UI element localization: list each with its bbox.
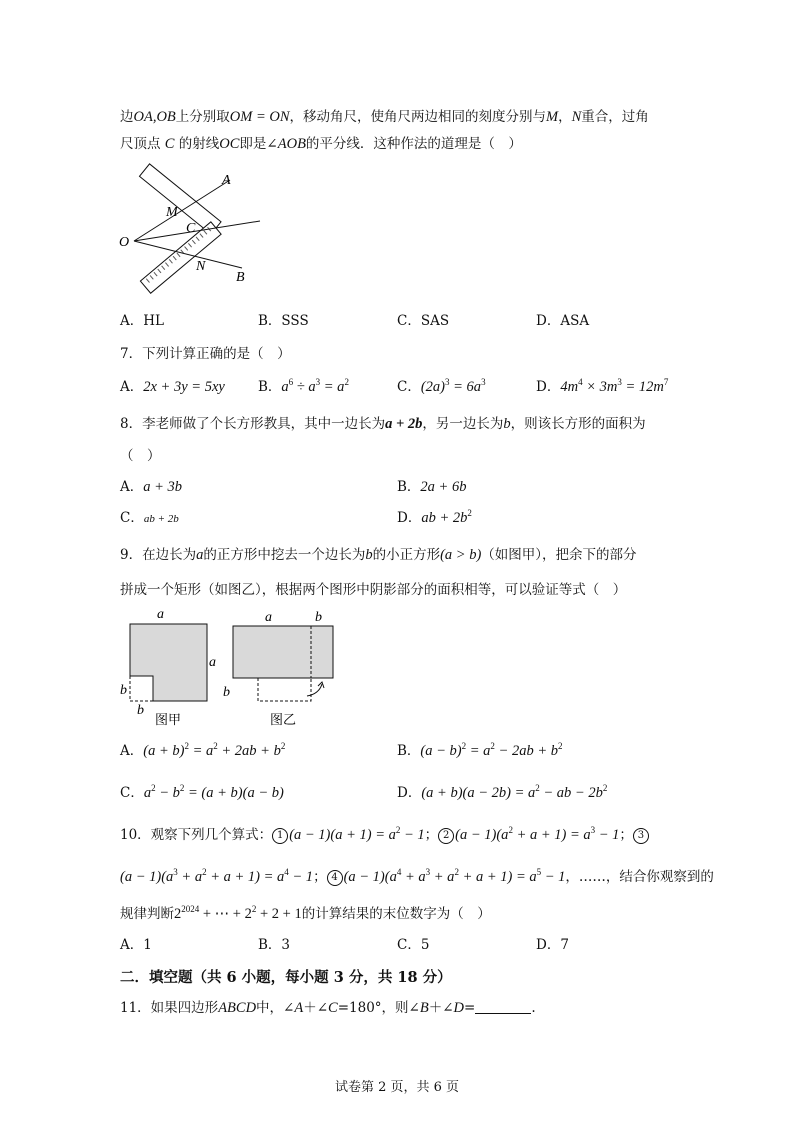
q8-option-a-math: a + 3b xyxy=(143,479,183,495)
q10-stem-line3 xyxy=(120,904,491,924)
q6-label-b: B xyxy=(236,270,245,285)
q6-math-oaob: OA,OB xyxy=(133,109,176,125)
q11-math-c: C xyxy=(328,1000,338,1016)
q6-text: 的平分线．这种作法的道理是（ ） xyxy=(305,136,522,152)
q10-sep: ； xyxy=(619,827,633,843)
q9-option-c-label: C． xyxy=(120,785,144,801)
q7-option-d-math: $4m^4 \times 3m^3 = 12m^7$ xyxy=(560,377,669,395)
q11-text: . xyxy=(531,1000,536,1016)
q6-option-a[interactable]: A．HL xyxy=(120,313,164,329)
q10-text: 10．观察下列几个算式： xyxy=(120,827,273,843)
q9-math-a: a xyxy=(196,547,204,563)
q6-math-oc: OC xyxy=(219,136,240,152)
q11-text: =180°，则∠ xyxy=(337,1000,420,1016)
q6-option-b[interactable]: B．SSS xyxy=(258,313,309,329)
q11-text: 11．如果四边形 xyxy=(120,1000,219,1016)
q6-text: 边 xyxy=(120,109,134,125)
q9-option-d-label: D． xyxy=(397,785,422,801)
q10-option-d[interactable]: D．7 xyxy=(536,937,569,953)
q10-formula-3: $(a - 1)(a^3 + a^2 + a + 1) = a^4 - 1$ xyxy=(120,867,314,885)
q9-figure xyxy=(115,604,355,732)
q11-text: ＋∠ xyxy=(303,1000,329,1016)
q10-option-a[interactable]: A．1 xyxy=(120,937,152,953)
q8-stem-line2: （ ） xyxy=(120,448,161,464)
q6-text: 尺顶点 xyxy=(120,136,161,152)
q6-label-n: N xyxy=(196,259,206,274)
q9-option-b-label: B． xyxy=(397,743,421,759)
q10-stem-line1 xyxy=(120,825,650,845)
q9-fig1-label-b-left: b xyxy=(120,683,127,698)
q9-fig1-label-a-top: a xyxy=(157,607,164,622)
q10-stem-line2 xyxy=(120,867,714,887)
q7-stem: 7．下列计算正确的是（ ） xyxy=(120,346,291,362)
q10-sep: ； xyxy=(424,827,439,843)
q10-formula-1: $(a - 1)(a + 1) = a^2 - 1$ xyxy=(289,825,425,843)
q9-fig1-caption: 图甲 xyxy=(155,712,182,727)
q9-option-d-math: $(a + b)(a - 2b) = a^2$ − ab − $2b^2$ xyxy=(421,783,608,801)
q9-math-b: b xyxy=(365,547,373,563)
q9-option-a-label: A． xyxy=(120,743,144,759)
q10-circled-1: 1 xyxy=(272,828,288,844)
q8-option-b-math: 2a + 6b xyxy=(420,479,467,495)
q9-fig1-label-a-right: a xyxy=(209,655,216,670)
q11-text: 中，∠ xyxy=(256,1000,295,1016)
q10-sep: ； xyxy=(313,869,327,885)
q6-stem-line1 xyxy=(120,107,649,127)
q9-text: 9．在边长为 xyxy=(120,547,197,563)
q7-option-c-math: $(2a)^3 = 6a^3$ xyxy=(420,377,486,395)
q11-math-d: D xyxy=(453,1000,464,1016)
q6-label-o: O xyxy=(119,235,130,250)
q11-math-a: A xyxy=(294,1000,304,1016)
q9-text: （如图甲），把余下的部分 xyxy=(481,547,637,563)
q7-option-b[interactable] xyxy=(258,377,349,397)
q6-option-d[interactable]: D．ASA xyxy=(536,313,590,329)
q6-math-c: C xyxy=(164,136,175,152)
q8-option-c-math: ab + 2b xyxy=(143,513,179,525)
q9-fig2-label-a: a xyxy=(265,610,272,625)
q7-option-d[interactable] xyxy=(536,377,668,397)
q10-text: ，……，结合你观察到的 xyxy=(565,869,714,885)
q8-stem-line1 xyxy=(120,414,646,434)
q8-option-c-label: C． xyxy=(120,510,144,526)
page-footer: 试卷第 2 页，共 6 页 xyxy=(334,1080,460,1095)
q9-stem-line1 xyxy=(120,545,637,565)
q7-option-a-label: A． xyxy=(120,379,144,395)
q8-text: 8．李老师做了个长方形教具，其中一边长为 xyxy=(120,416,386,432)
q6-text: 重合，过角 xyxy=(581,109,649,125)
q6-stem-line2 xyxy=(120,134,522,154)
q10-option-c[interactable]: C．5 xyxy=(397,937,430,953)
q9-option-d[interactable] xyxy=(397,783,607,803)
q10-formula-4: $(a - 1)(a^4 + a^3 + a^2 + a + 1) = a^5 - 1$ xyxy=(343,867,566,885)
q10-text: 规律判断 xyxy=(120,906,174,922)
q9-option-c[interactable] xyxy=(120,783,284,803)
q6-math-om-on: OM = ON xyxy=(229,109,290,125)
q7-option-c-label: C． xyxy=(397,379,421,395)
q6-option-c[interactable]: C．SAS xyxy=(397,313,450,329)
q9-option-b[interactable] xyxy=(397,741,563,761)
q6-text: 上分别取 xyxy=(175,109,230,125)
q6-text: ， xyxy=(558,109,572,125)
q10-circled-4: 4 xyxy=(327,870,343,886)
q8-text: ，另一边长为 xyxy=(422,416,504,432)
q8-option-a-label: A． xyxy=(120,479,144,495)
q6-label-a: A xyxy=(222,173,231,188)
q8-option-d-label: D． xyxy=(397,510,422,526)
q8-option-a[interactable] xyxy=(120,477,182,497)
q8-option-b-label: B． xyxy=(397,479,421,495)
q7-option-d-label: D． xyxy=(536,379,561,395)
q7-option-b-label: B． xyxy=(258,379,282,395)
q10-expression: $2^{2024}$ + ⋯ + $2^2 + 2 + 1$ xyxy=(174,904,302,922)
q10-option-b[interactable]: B．3 xyxy=(258,937,291,953)
q11-math-abcd: ABCD xyxy=(218,1000,257,1016)
section-2-heading: 二．填空题（共 6 小题，每小题 3 分，共 18 分） xyxy=(120,969,452,986)
q6-text: 的射线 xyxy=(178,136,220,152)
q8-math-side: a + 2b xyxy=(385,416,423,432)
q8-option-b[interactable] xyxy=(397,477,466,497)
q11-text: = xyxy=(464,1000,476,1016)
q11-text: ＋∠ xyxy=(428,1000,454,1016)
q7-option-b-math: $a^6 \div a^3 = a^2$ xyxy=(281,377,349,395)
q6-text: 即是∠ xyxy=(239,136,278,152)
q6-angle-ruler-figure xyxy=(112,160,272,305)
q6-math-m: M xyxy=(546,109,559,125)
q11-stem xyxy=(120,998,536,1018)
q9-math-condition: (a > b) xyxy=(440,547,482,563)
q6-text: ，移动角尺，使角尺两边相同的刻度分别与 xyxy=(289,109,547,125)
q9-fig2-label-b-top: b xyxy=(315,610,322,625)
q9-fig1-label-b-bottom: b xyxy=(137,703,144,718)
q8-option-c[interactable] xyxy=(120,508,179,529)
q6-label-c: C xyxy=(186,221,196,236)
q10-circled-3: 3 xyxy=(633,828,649,844)
q9-option-a-math: $(a + b)^2 = a^2 + 2ab + b^2$ xyxy=(143,741,286,759)
q9-text: 的小正方形 xyxy=(372,547,441,563)
q8-option-d-math: ab + $2b^2$ xyxy=(421,508,472,526)
q8-option-d[interactable] xyxy=(397,508,472,528)
q11-answer-blank[interactable] xyxy=(475,999,531,1014)
q8-math-b: b xyxy=(503,416,511,432)
q9-fig2-label-b-left: b xyxy=(223,685,230,700)
q9-option-a[interactable] xyxy=(120,741,285,761)
q8-text: ，则该长方形的面积为 xyxy=(510,416,646,432)
q10-circled-2: 2 xyxy=(438,828,454,844)
q6-label-m: M xyxy=(166,205,178,220)
q9-text: 的正方形中挖去一个边长为 xyxy=(203,547,366,563)
q9-option-b-math: $(a - b)^2 = a^2 - 2ab + b^2$ xyxy=(420,741,563,759)
q7-option-a[interactable] xyxy=(120,377,225,397)
q6-math-aob: AOB xyxy=(277,136,306,152)
q10-formula-2: $(a - 1)(a^2 + a + 1) = a^3 - 1$ xyxy=(455,825,620,843)
q9-stem-line2: 拼成一个矩形（如图乙），根据两个图形中阴影部分的面积相等，可以验证等式（ ） xyxy=(120,582,627,598)
q6-math-n: N xyxy=(571,109,582,125)
q10-text: 的计算结果的末位数字为（ ） xyxy=(301,906,491,922)
q11-math-b: B xyxy=(419,1000,429,1016)
q9-option-c-math: $a^2 - b^2 = (a + b)(a - b)$ xyxy=(143,783,284,801)
q7-option-a-math: 2x + 3y = 5xy xyxy=(143,379,225,395)
q9-fig2-caption: 图乙 xyxy=(270,712,297,727)
q7-option-c[interactable] xyxy=(397,377,486,397)
